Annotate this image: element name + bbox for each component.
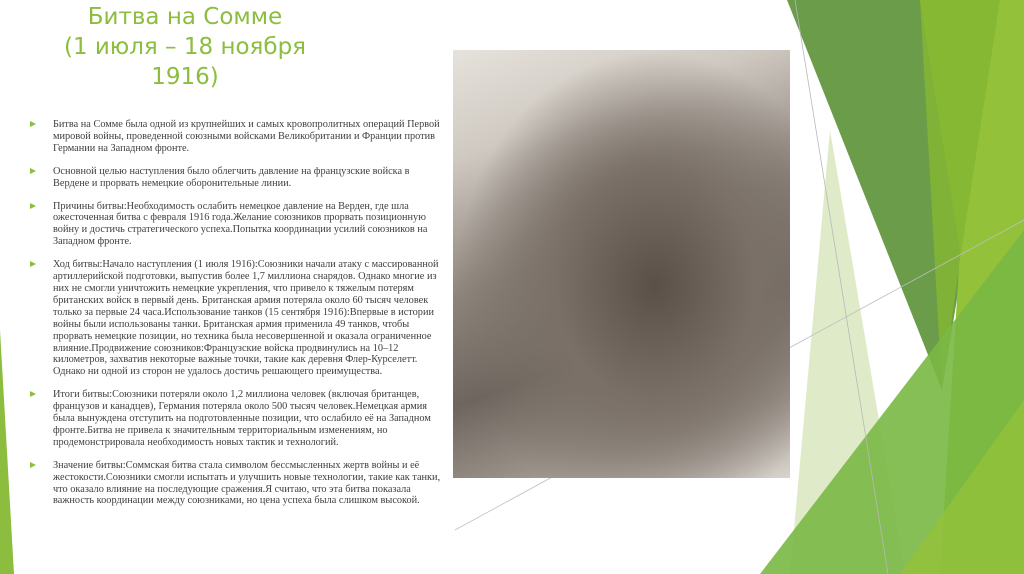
title-line: 1916) xyxy=(151,64,219,90)
list-item xyxy=(30,201,445,249)
battle-photo xyxy=(453,50,790,478)
left-edge-shape xyxy=(0,330,14,574)
triangle-bullet-icon xyxy=(30,203,36,209)
list-item xyxy=(30,389,445,449)
item-text: Ход битвы:Начало наступления (1 июля 1916):Союзники начали атаку с массированной артиллерийской подготовки, выпустив более 1,7 миллиона снарядов. Однако многие из них не смогли уничтожить немецкие укрепления, что привело к тяжелым потерям британских войск в первый день. Британская армия потеряла около 60 тысяч человек только за первые 24 часа.Использование танков (15 сентября 1916):Впервые в истории войны были использованы танки. Британская армия применила 49 танков, чтобы прорвать немецкие позиции, но техника была несовершенной и оказала ограниченное влияние.Продвижение союзников:Французские войска продвинулись на 10–12 километров, захватив некоторые важные точки, такие как деревня Флер-Курселетт. Однако ни одной из сторон не удалось достичь решающего преимущества. xyxy=(53,259,439,378)
triangle-bullet-icon xyxy=(30,391,36,397)
slide-title xyxy=(40,2,330,92)
item-text: Итоги битвы:Союзники потеряли около 1,2 миллиона человек (включая британцев, французов и канадцев), Германия потеряла около 500 тысяч человек.Немецкая армия была вынуждена отступить на подготовленные позиции, что ослабило её на Западном фронте.Битва не привела к значительным территориальным изменениям, но продемонстрировала необходимость новых тактик и технологий. xyxy=(53,389,431,448)
list-item xyxy=(30,119,445,155)
item-text: Битва на Сомме была одной из крупнейших и самых кровопролитных операций Первой мировой войны, проведенной союзными войсками Великобритании и Франции против Германии на Западном фронте. xyxy=(53,119,440,154)
list-item xyxy=(30,259,445,378)
item-text: Значение битвы:Соммская битва стала символом бессмысленных жертв войны и её жестокости.Союзники смогли испытать и улучшить новые технологии, такие как танки, что оказало влияние на последующие сражения.Я считаю, что эта битва показала важность координации между союзниками, но цена успеха была слишком высокой. xyxy=(53,459,441,507)
list-item xyxy=(30,460,445,508)
triangle-bullet-icon xyxy=(30,462,36,468)
triangle-bullet-icon xyxy=(30,168,36,174)
item-text: Основной целью наступления было облегчить давление на французские войска в Вердене и прорвать немецкие оборонительные линии. xyxy=(53,165,410,189)
bullet-list xyxy=(30,119,445,518)
title-line: (1 июля – 18 ноября xyxy=(63,34,307,60)
title-line: Битва на Сомме xyxy=(87,4,283,30)
item-text: Причины битвы:Необходимость ослабить немецкое давление на Верден, где шла ожесточенная битва с февраля 1916 года.Желание союзников прорвать позиционную войну и достичь стратегического успеха.Попытка координации усилий союзников на Западном фронте. xyxy=(53,200,428,248)
triangle-bullet-icon xyxy=(30,121,36,127)
list-item xyxy=(30,166,445,190)
triangle-bullet-icon xyxy=(30,261,36,267)
